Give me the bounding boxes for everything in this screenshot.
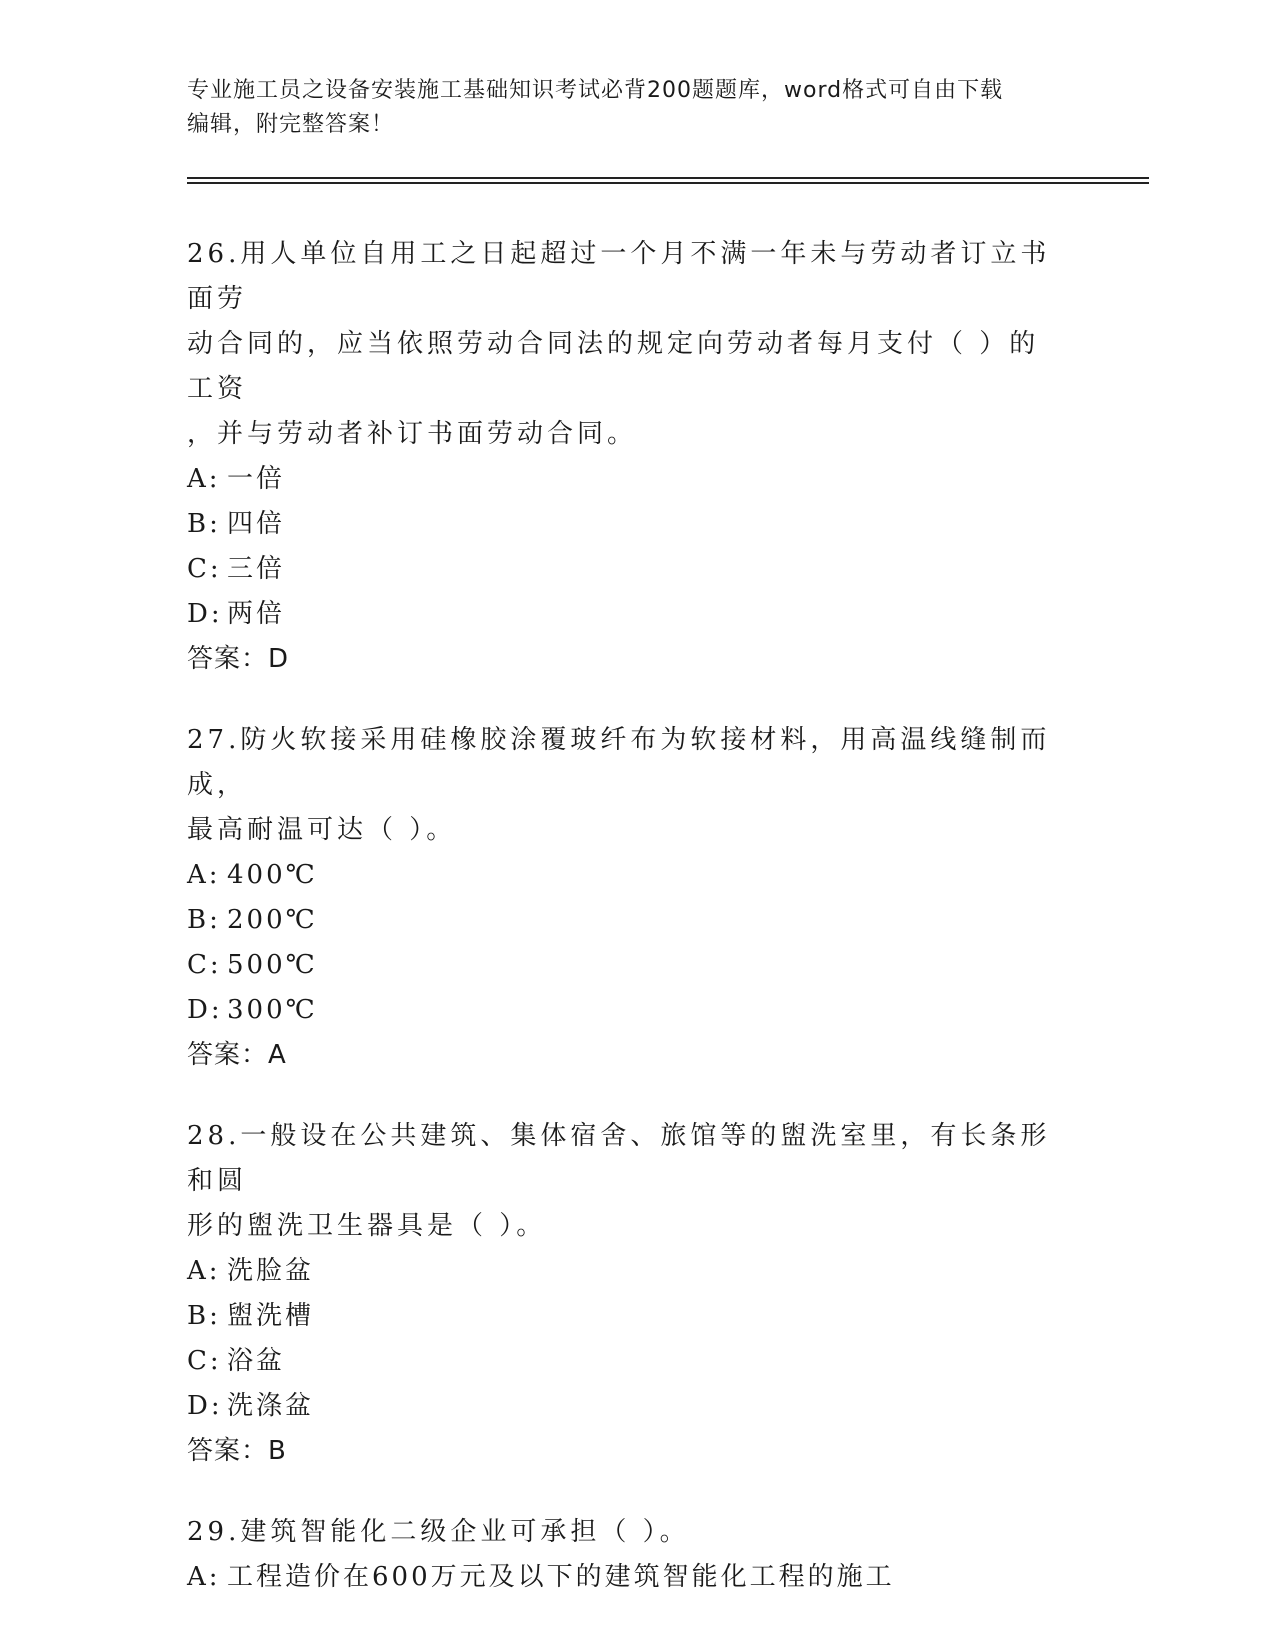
header-line-1: 专业施工员之设备安装施工基础知识考试必背200题题库，word格式可自由下载 <box>187 78 1004 103</box>
option-b <box>187 1294 1067 1339</box>
option-text: 工程造价在600万元及以下的建筑智能化工程的施工 <box>227 1562 895 1592</box>
option-text: 500℃ <box>227 950 318 980</box>
question-text-line: 最高耐温可达（ ）。 <box>187 815 457 845</box>
question-28 <box>187 1114 1067 1474</box>
option-text: 三倍 <box>227 554 286 584</box>
option-key: D: <box>187 599 223 629</box>
question-26 <box>187 232 1067 682</box>
header-divider-top <box>187 177 1149 179</box>
option-key: B: <box>187 905 221 935</box>
option-key: B: <box>187 1301 221 1331</box>
option-key: A: <box>187 464 221 494</box>
question-text-line: 形的盥洗卫生器具是（ ）。 <box>187 1211 547 1241</box>
option-d <box>187 988 1067 1033</box>
option-b <box>187 502 1067 547</box>
header-divider-bottom <box>187 182 1149 184</box>
answer-line: 答案：D <box>187 644 290 674</box>
option-text: 一倍 <box>227 464 286 494</box>
question-27 <box>187 718 1067 1078</box>
option-c <box>187 943 1067 988</box>
option-key: A: <box>187 860 221 890</box>
option-text: 洗涤盆 <box>227 1391 315 1421</box>
option-text: 400℃ <box>227 860 318 890</box>
option-text: 两倍 <box>227 599 286 629</box>
question-text-line: ，并与劳动者补订书面劳动合同。 <box>187 419 638 449</box>
option-key: A: <box>187 1562 221 1592</box>
question-text-line: 29.建筑智能化二级企业可承担（ ）。 <box>187 1517 690 1547</box>
option-text: 洗脸盆 <box>227 1256 315 1286</box>
question-text-line: 28.一般设在公共建筑、集体宿舍、旅馆等的盥洗室里，有长条形和圆 <box>187 1121 1051 1196</box>
question-text-line: 26.用人单位自用工之日起超过一个月不满一年未与劳动者订立书面劳 <box>187 239 1051 314</box>
option-key: D: <box>187 995 223 1025</box>
option-text: 200℃ <box>227 905 318 935</box>
option-a <box>187 1249 1067 1294</box>
document-header <box>187 74 1067 142</box>
option-text: 浴盆 <box>227 1346 286 1376</box>
question-list <box>187 232 1067 1636</box>
option-a <box>187 853 1067 898</box>
question-text-line: 动合同的，应当依照劳动合同法的规定向劳动者每月支付（ ）的工资 <box>187 329 1040 404</box>
option-key: B: <box>187 509 221 539</box>
option-key: C: <box>187 554 222 584</box>
answer-line: 答案：B <box>187 1436 287 1466</box>
header-line-2: 编辑，附完整答案！ <box>187 112 395 137</box>
option-key: C: <box>187 950 222 980</box>
option-c <box>187 547 1067 592</box>
option-d <box>187 592 1067 637</box>
option-text: 四倍 <box>227 509 286 539</box>
question-text-line: 27.防火软接采用硅橡胶涂覆玻纤布为软接材料，用高温线缝制而成， <box>187 725 1051 800</box>
option-b <box>187 898 1067 943</box>
option-c <box>187 1339 1067 1384</box>
option-text: 300℃ <box>227 995 318 1025</box>
option-key: D: <box>187 1391 223 1421</box>
question-29 <box>187 1510 1067 1600</box>
answer-line: 答案：A <box>187 1040 287 1070</box>
option-a <box>187 1555 1067 1600</box>
option-a <box>187 457 1067 502</box>
option-text: 盥洗槽 <box>227 1301 315 1331</box>
option-d <box>187 1384 1067 1429</box>
option-key: C: <box>187 1346 222 1376</box>
option-key: A: <box>187 1256 221 1286</box>
